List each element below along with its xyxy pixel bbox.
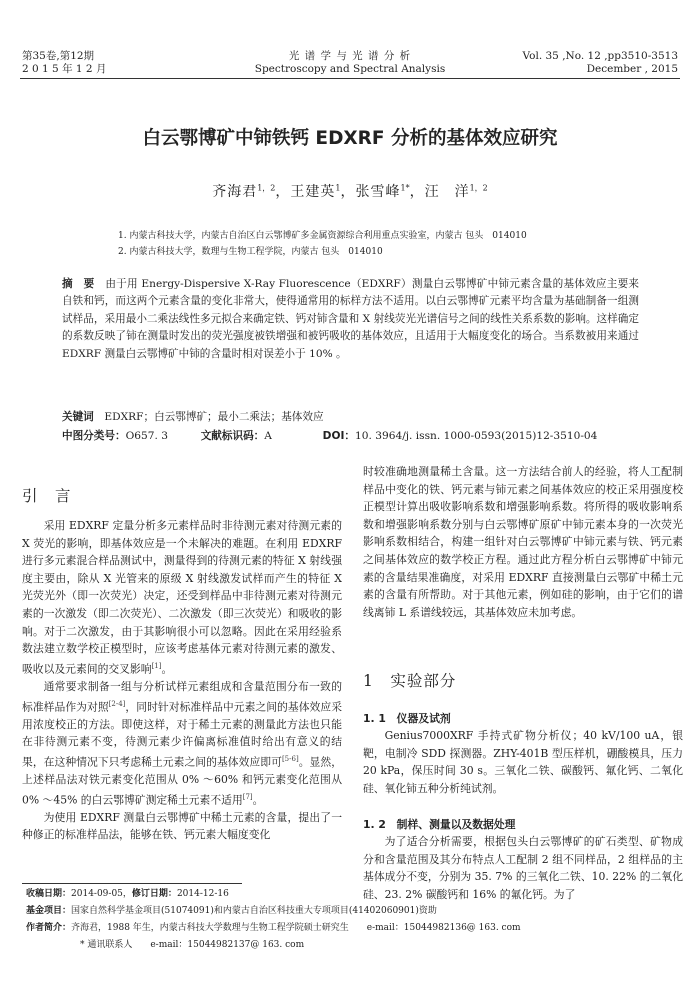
pages-line: Vol. 35 ,No. 12 ,pp3510-3513: [522, 50, 678, 62]
footnote-rule: [22, 883, 242, 884]
author-4: 汪 洋: [424, 184, 470, 200]
intro-paragraph-1: 采用 EDXRF 定量分析多元素样品时非待测元素对待测元素的 X 荧光的影响，即基体效应是一个未解决的难题。在利用 EDXRF 进行多元素混合样品测试中，测量得到的待测元素的特征 X 射线强度主要由，除从 X 光管来的原级 X 射线激发试样而产生的特征 X 光荧光外（即一次荧光）决定，还受到样品中非待测元素对待测元素的一次激发（即二次荧光）、二次激发（即三次荧光）和吸收的影响。对于二次激发，由于其影响很小可以忽略。因此在采用经验系数法建立数学校正模型时，应该考虑基体元素对待测元素的激发、吸收以及元素间的交叉影响[1]。: [22, 519, 342, 676]
author-list: 齐海君$^{1,2}$，王建英$^1$，张雪峰$^{1*}$，汪 洋$^{1,2}$: [212, 183, 488, 200]
dates-note: 收稿日期：2014-09-05，修订日期：2014-12-16: [26, 889, 229, 899]
sample-prep-paragraph: 为了适合分析需要，根据包头白云鄂博矿的矿石类型、矿物成分和含量范围及其分布特点人工配制 2 组不同样品，2 组样品的主基体成分不变，分别为 35. 7% 的三氧化二铁、10. 22% 的二氧化硅、23. 2% 碳酸钙和 16% 的氟化钙。为了: [363, 835, 683, 901]
funding-note: 基金项目：国家自然科学基金项目(51074091)和内蒙古自治区科技重大专项项目(41402060901)资助: [26, 906, 437, 916]
doc-code-value: A: [264, 430, 272, 442]
author-2: 王建英: [290, 184, 336, 200]
footnotes: [26, 886, 521, 954]
intro-paragraph-3: 为使用 EDXRF 测量白云鄂博矿中稀土元素的含量，提出了一种修正的标准样品法，能够在铁、钙元素大幅度变化: [22, 810, 342, 842]
author-3-affil: 1*: [400, 183, 410, 193]
instruments-paragraph: Genius7000XRF 手持式矿物分析仪；40 kV/100 uA，银靶，电制冷 SDD 探测器。ZHY-401B 型压样机，硼酸模具，压力 20 kPa，保压时间 30 s。三氧化二铁、碳酸钙、氟化钙、二氧化硅、氧化铈五种分析纯试剂。: [363, 729, 683, 795]
volume-line: 第35卷,第12期: [22, 50, 95, 62]
journal-name-cn: 光 谱 学 与 光 谱 分 析: [288, 50, 412, 62]
citation-ref: [1]: [151, 661, 162, 670]
section-1-heading: 1 实验部分: [363, 672, 457, 690]
intro-heading: 引 言: [22, 487, 72, 505]
header-rule: [20, 78, 680, 79]
intro-paragraph-2: 通常要求制备一组与分析试样元素组成和含量范围分布一致的标准样品作为对照[2-4]，同时针对标准样品中元素之间的基体效应采用浓度校正的方法。即使这样，对于稀土元素的测量此方法也只能在非待测元素不变，待测元素少许偏离标准值时给出有意义的结果，在这种情况下只考虑稀土元素之间的基体效应即可[5-6]。显然，上述样品法对铁元素变化范围从 0% ～60% 和钙元素变化范围从 0% ～45% 的白云鄂博矿测定稀土元素不适用[7]。: [22, 679, 343, 807]
author-2-affil: 1: [335, 183, 341, 193]
affiliation-2: 2. 内蒙古科技大学，数理与生物工程学院，内蒙古 包头 014010: [118, 247, 383, 257]
author-1-affil: 1，2: [257, 183, 276, 193]
keywords-label: 关键词: [62, 411, 94, 423]
citation-ref: [2-4]: [108, 699, 126, 708]
author-3: 张雪峰: [355, 184, 401, 200]
month-line: December , 2015: [586, 63, 678, 75]
journal-name-en: Spectroscopy and Spectral Analysis: [254, 63, 446, 75]
keywords-text: EDXRF；白云鄂博矿；最小二乘法；基体效应: [104, 411, 324, 423]
clc-label: 中图分类号：: [62, 430, 126, 442]
subsection-1-2-heading: 1. 2 制样、测量以及数据处理: [363, 818, 516, 831]
author-bio-note: 作者简介：齐海君，1988 年生，内蒙古科技大学数理与生物工程学院硕士研究生 e-mail：15044982136@ 163. com: [26, 923, 521, 933]
corresponding-note: * 通讯联系人 e-mail：15044982137@ 163. com: [80, 940, 305, 950]
doc-code-label: 文献标识码：: [200, 430, 265, 442]
abstract-label: 摘 要: [62, 278, 95, 290]
doi-label: DOI：: [322, 430, 356, 442]
classification-line: [62, 428, 662, 443]
author-4-affil: 1，2: [469, 183, 488, 193]
doi-value: 10. 3964/j. issn. 1000-0593(2015)12-3510-04: [355, 430, 598, 442]
subsection-1-1-heading: 1. 1 仪器及试剂: [363, 712, 451, 725]
keywords: [62, 409, 324, 424]
citation-ref: [7]: [242, 792, 253, 801]
clc-value: O657. 3: [125, 430, 168, 442]
left-column-body: [22, 517, 342, 844]
abstract-text: 由于用 Energy-Dispersive X-Ray Fluorescence（EDXRF）测量白云鄂博矿中铈元素含量的基体效应主要来自铁和钙，而这两个元素含量的变化非常大，使得通常用的标样方法不适用。以白云鄂博矿元素平均含量为基础制备一组测试样品，采用最小二乘法线性多元拟合来确定铁、钙对铈含量和 X 射线荧光光谱信号之间的线性关系系数的影响。这样确定的系数反映了铈在测量时发出的荧光强度被铁增强和被钙吸收的基体效应，且适用于大幅度变化的场合。当系数被用来通过 EDXRF 测量白云鄂博矿中铈的含量时相对误差小于 10% 。: [62, 278, 640, 360]
citation-ref: [5-6]: [281, 754, 299, 763]
right-column-body: [363, 463, 683, 621]
date-line: 2 0 1 5 年 1 2 月: [22, 63, 107, 75]
abstract: [62, 276, 639, 363]
intro-paragraph-continued: 时较准确地测量稀土含量。这一方法结合前人的经验，将人工配制样品中变化的铁、钙元素与铈元素之间基体效应的校正采用强度校正模型计算出吸收影响系数和增强影响系数。将所得的吸收影响系数和增强影响系数分别与白云鄂博矿原矿中铈元素本身的一次荧光影响系数相结合，构建一组针对白云鄂博矿中铈元素与铁、钙元素之间基体效应的数学校正方程。通过此方程分析白云鄂博矿中铈元素的含量结果准确度，对采用 EDXRF 直接测量白云鄂矿中稀土元素的含量有所帮助。对于其他元素，例如硅的影响，由于它们的谱线离铈 L 系谱线较远，其基体效应未加考虑。: [363, 465, 683, 619]
affiliation-1: 1. 内蒙古科技大学，内蒙古自治区白云鄂博矿多金属资源综合利用重点实验室，内蒙古 包头 014010: [118, 231, 527, 241]
author-1: 齐海君: [212, 184, 258, 200]
paper-title: 白云鄂博矿中铈铁钙 EDXRF 分析的基体效应研究: [142, 128, 558, 149]
journal-pages: [523, 50, 678, 76]
